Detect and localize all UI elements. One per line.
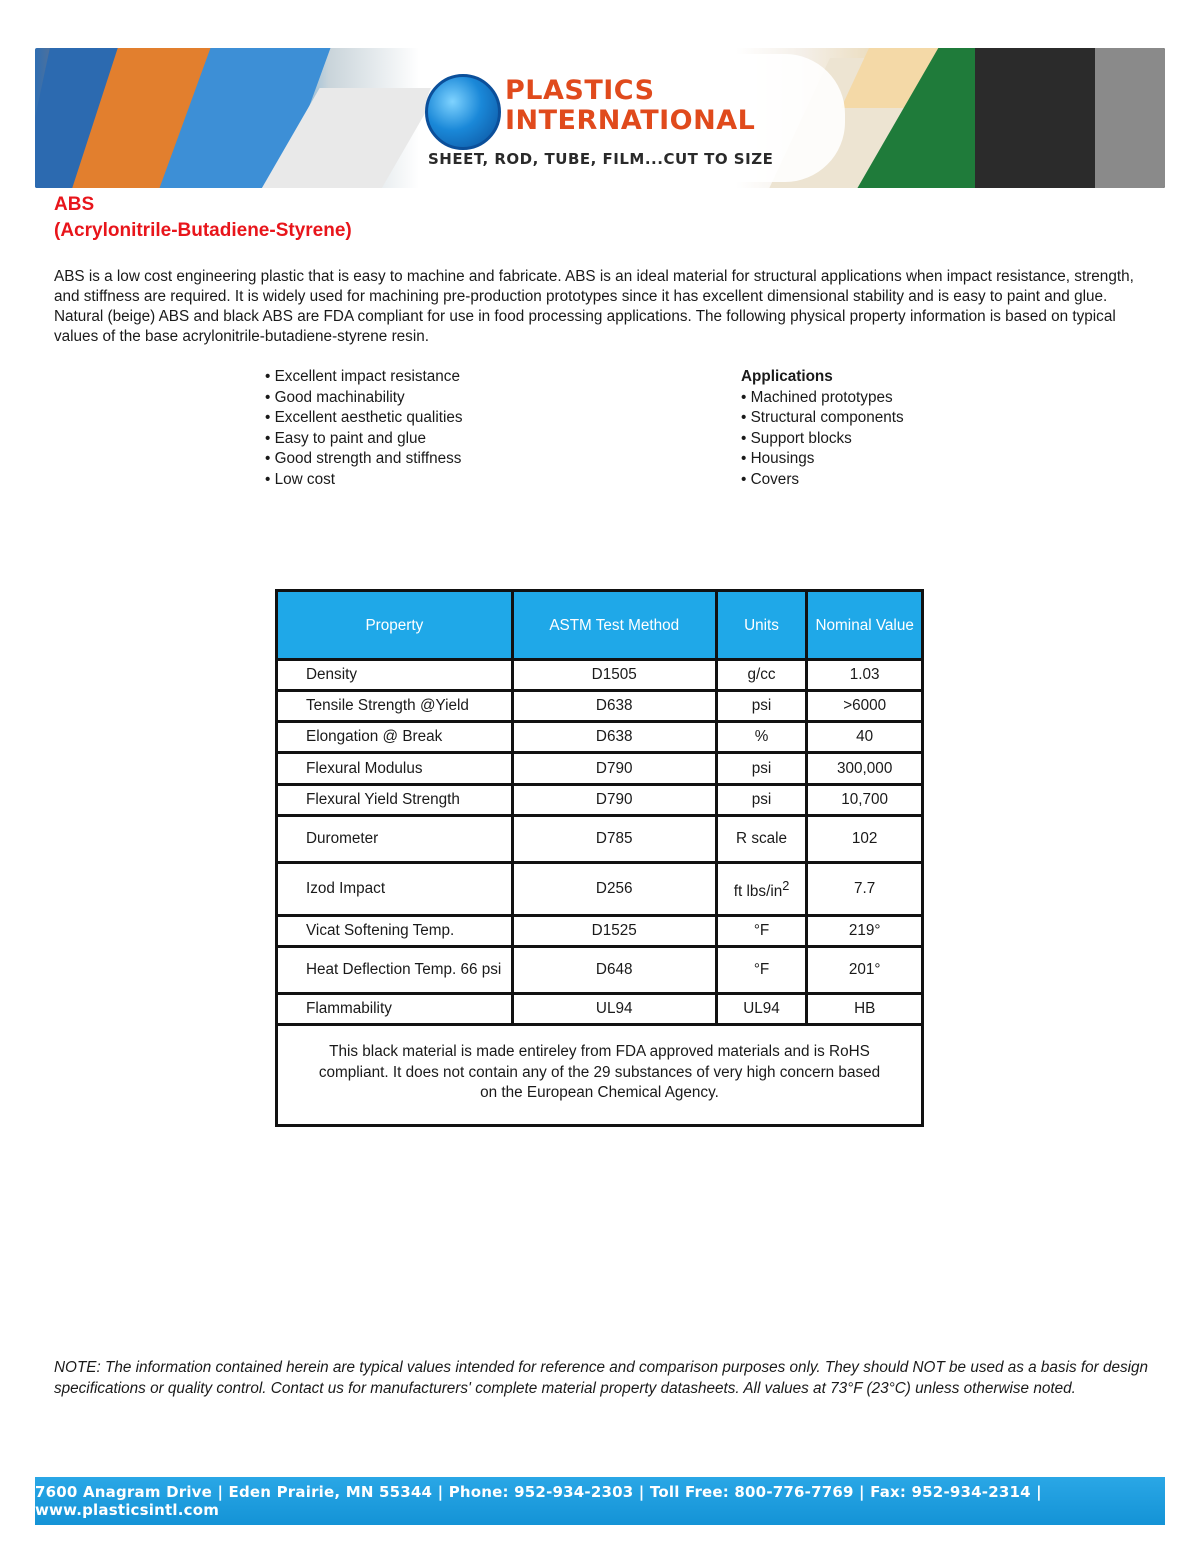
list-item: • Low cost <box>265 470 335 488</box>
property-cell: Tensile Strength @Yield <box>277 691 513 722</box>
list-item: • Covers <box>741 470 800 488</box>
table-header-row <box>277 591 923 660</box>
table-row <box>277 947 923 994</box>
units-superscript: 2 <box>782 877 790 893</box>
table-note-row <box>277 1025 923 1126</box>
page-title <box>54 192 352 244</box>
property-cell: Flexural Modulus <box>277 753 513 785</box>
header-property: Property <box>277 591 513 660</box>
units-cell: °F <box>716 916 807 947</box>
method-cell: D256 <box>512 863 716 916</box>
method-cell: D638 <box>512 722 716 753</box>
value-cell: 40 <box>807 722 923 753</box>
list-item: • Good strength and stiffness <box>265 450 462 468</box>
units-cell: °F <box>716 947 807 994</box>
value-cell: >6000 <box>807 691 923 722</box>
list-item: • Support blocks <box>741 429 852 447</box>
logo-line-2: INTERNATIONAL <box>505 105 756 136</box>
logo-line-1: PLASTICS <box>505 75 655 106</box>
table-row <box>277 722 923 753</box>
property-cell: Density <box>277 660 513 691</box>
property-cell: Elongation @ Break <box>277 722 513 753</box>
table-row <box>277 916 923 947</box>
units-cell: psi <box>716 753 807 785</box>
units-cell: R scale <box>716 816 807 863</box>
value-cell: 7.7 <box>807 863 923 916</box>
units-cell: UL94 <box>716 994 807 1025</box>
units-cell: g/cc <box>716 660 807 691</box>
table-row <box>277 785 923 816</box>
table-row <box>277 660 923 691</box>
title-abbrev: ABS <box>54 194 95 215</box>
property-cell: Izod Impact <box>277 863 513 916</box>
list-item: • Good machinability <box>265 388 405 406</box>
list-item: • Machined prototypes <box>741 388 893 406</box>
list-item: • Structural components <box>741 409 904 427</box>
value-cell: 219° <box>807 916 923 947</box>
method-cell: D785 <box>512 816 716 863</box>
logo-tagline: SHEET, ROD, TUBE, FILM...CUT TO SIZE <box>428 150 774 168</box>
units-text: ft lbs/in <box>733 883 783 901</box>
features-list <box>265 367 463 491</box>
compliance-note: This black material is made entireley from FDA approved materials and is RoHS compliant. It does not contain any of the 29 substances of very high concern based on the European Chemical Agency. <box>277 1025 923 1126</box>
method-cell: D790 <box>512 753 716 785</box>
company-logo-text <box>505 76 755 136</box>
units-cell: psi <box>716 691 807 722</box>
list-item: • Easy to paint and glue <box>265 429 426 447</box>
method-cell: D1505 <box>512 660 716 691</box>
property-cell: Flexural Yield Strength <box>277 785 513 816</box>
globe-logo-icon <box>425 74 501 150</box>
property-cell: Heat Deflection Temp. 66 psi <box>277 947 513 994</box>
units-cell <box>716 863 807 916</box>
table-row <box>277 691 923 722</box>
header-units: Units <box>716 591 807 660</box>
method-cell: D648 <box>512 947 716 994</box>
units-cell: % <box>716 722 807 753</box>
value-cell: HB <box>807 994 923 1025</box>
method-cell: D790 <box>512 785 716 816</box>
value-cell: 300,000 <box>807 753 923 785</box>
property-cell: Durometer <box>277 816 513 863</box>
title-full-name: (Acrylonitrile-Butadiene-Styrene) <box>54 220 352 241</box>
table-row <box>277 816 923 863</box>
property-table <box>275 589 924 1127</box>
footer-contact-text: 7600 Anagram Drive | Eden Prairie, MN 55344 | Phone: 952-934-2303 | Toll Free: 800-776-7769 | Fax: 952-934-2314 | www.plasticsintl.com <box>35 1483 1042 1519</box>
table-row <box>277 994 923 1025</box>
applications-heading: Applications <box>741 368 833 385</box>
property-cell: Vicat Softening Temp. <box>277 916 513 947</box>
list-item: • Excellent aesthetic qualities <box>265 409 463 427</box>
method-cell: UL94 <box>512 994 716 1025</box>
units-cell: psi <box>716 785 807 816</box>
method-cell: D638 <box>512 691 716 722</box>
value-cell: 102 <box>807 816 923 863</box>
list-item: • Housings <box>741 450 815 468</box>
header-nominal-value: Nominal Value <box>807 591 923 660</box>
method-cell: D1525 <box>512 916 716 947</box>
banner-panel <box>1095 48 1165 188</box>
value-cell: 201° <box>807 947 923 994</box>
list-item: • Excellent impact resistance <box>265 368 460 385</box>
footer-contact-bar <box>35 1477 1165 1525</box>
intro-paragraph: ABS is a low cost engineering plastic that is easy to machine and fabricate. ABS is an ideal material for structural applications when impact resistance, strength, and stiffness are required. It is widely used for machining pre-production prototypes since it has excellent dimensional stability and is easy to paint and glue. Natural (beige) ABS and black ABS are FDA compliant for use in food processing applications. The following physical property information is based on typical values of the base acrylonitrile-butadiene-styrene resin. <box>54 268 1134 345</box>
disclaimer-note: NOTE: The information contained herein are typical values intended for reference and comparison purposes only. They should NOT be used as a basis for design specifications or quality control. Contact us for manufacturers' complete material property datasheets. All values at 73°F (23°C) unless otherwise noted. <box>54 1359 1149 1397</box>
table-row <box>277 753 923 785</box>
value-cell: 1.03 <box>807 660 923 691</box>
applications-list <box>741 367 904 491</box>
property-cell: Flammability <box>277 994 513 1025</box>
value-cell: 10,700 <box>807 785 923 816</box>
header-astm-method: ASTM Test Method <box>512 591 716 660</box>
table-row <box>277 863 923 916</box>
